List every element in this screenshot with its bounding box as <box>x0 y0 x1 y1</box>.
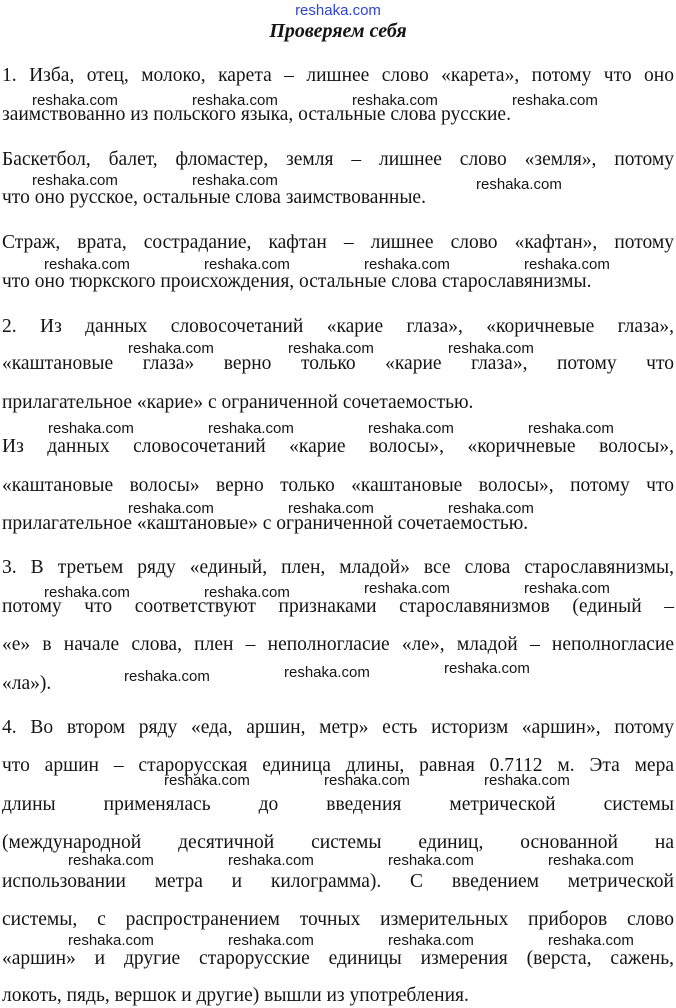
text-line: Страж, врата, сострадание, кафтан – лишнее слово «кафтан», потому <box>2 232 674 253</box>
page-title: Проверяем себя <box>269 20 407 42</box>
text-line: что аршин – старорусская единица длины, равная 0.7112 м. Эта мера <box>2 755 674 776</box>
watermark-text: reshaka.com <box>528 420 614 437</box>
text-line: 1. Изба, отец, молоко, карета – лишнее слово «карета», потому что оно <box>2 65 674 86</box>
text-line: что оно тюркского происхождения, остальные слова старославянизмы. <box>2 271 592 292</box>
text-line: Баскетбол, балет, фломастер, земля – лишнее слово «земля», потому <box>2 149 674 170</box>
text-line: 2. Из данных словосочетаний «карие глаза», «коричневые глаза», <box>2 316 674 337</box>
text-line: 4. Во втором ряду «еда, аршин, метр» есть историзм «аршин», потому <box>2 717 674 738</box>
text-line: «каштановые волосы» верно только «каштановые волосы», потому что <box>2 475 674 496</box>
watermark-text: reshaka.com <box>192 172 278 189</box>
watermark-text: reshaka.com <box>388 852 474 869</box>
text-line: использовании метра и килограмма). С введением метрической <box>2 871 674 892</box>
text-line: длины применялась до введения метрической системы <box>2 794 674 815</box>
text-line: «ла»). <box>2 673 52 694</box>
watermark-text: reshaka.com <box>388 932 474 949</box>
watermark-text: reshaka.com <box>324 772 410 789</box>
watermark-text: reshaka.com <box>128 340 214 357</box>
text-line: Из данных словосочетаний «карие волосы», «коричневые волосы», <box>2 436 674 457</box>
watermark-text: reshaka.com <box>512 92 598 109</box>
text-line: «аршин» и другие старорусские единицы измерения (верста, сажень, <box>2 948 674 969</box>
watermark-text: reshaka.com <box>548 852 634 869</box>
watermark-text: reshaka.com <box>208 420 294 437</box>
text-line: потому что соответствуют признаками старославянизмов (единый – <box>2 596 674 617</box>
watermark-text: reshaka.com <box>204 584 290 601</box>
text-line: прилагательное «каштановые» с ограниченной сочетаемостью. <box>2 513 529 534</box>
watermark-text: reshaka.com <box>44 584 130 601</box>
text-line: системы, с распространением точных измерительных приборов слово <box>2 909 674 930</box>
watermark-text: reshaka.com <box>524 256 610 273</box>
watermark-text: reshaka.com <box>352 92 438 109</box>
watermark-text: reshaka.com <box>484 772 570 789</box>
watermark-text: reshaka.com <box>32 92 118 109</box>
watermark-text: reshaka.com <box>448 340 534 357</box>
watermark-text: reshaka.com <box>548 932 634 949</box>
text-line: (международной десятичной системы единиц, основанной на <box>2 832 674 853</box>
watermark-text: reshaka.com <box>476 176 562 193</box>
watermark-text: reshaka.com <box>192 92 278 109</box>
watermark-text: reshaka.com <box>284 664 370 681</box>
watermark-text: reshaka.com <box>68 932 154 949</box>
text-line: 3. В третьем ряду «единый, плен, младой» все слова старославянизмы, <box>2 557 674 578</box>
watermark-text: reshaka.com <box>364 256 450 273</box>
watermark-text: reshaka.com <box>44 256 130 273</box>
text-line: локоть, пядь, вершок и другие) вышли из употребления. <box>2 985 469 1006</box>
site-brand-watermark: reshaka.com <box>295 2 381 19</box>
watermark-text: reshaka.com <box>448 500 534 517</box>
watermark-text: reshaka.com <box>124 668 210 685</box>
watermark-text: reshaka.com <box>524 580 610 597</box>
watermark-text: reshaka.com <box>128 500 214 517</box>
watermark-text: reshaka.com <box>32 172 118 189</box>
watermark-text: reshaka.com <box>368 420 454 437</box>
watermark-text: reshaka.com <box>228 932 314 949</box>
watermark-text: reshaka.com <box>228 852 314 869</box>
watermark-text: reshaka.com <box>68 852 154 869</box>
text-line: «каштановые глаза» верно только «карие глаза», потому что <box>2 353 674 374</box>
watermark-text: reshaka.com <box>288 500 374 517</box>
watermark-text: reshaka.com <box>164 772 250 789</box>
watermark-text: reshaka.com <box>288 340 374 357</box>
watermark-text: reshaka.com <box>364 580 450 597</box>
text-line: что оно русское, остальные слова заимствованные. <box>2 187 426 208</box>
text-line: «е» в начале слова, плен – неполногласие «ле», младой – неполногласие <box>2 634 674 655</box>
text-line: заимствованно из польского языка, остальные слова русские. <box>2 104 511 125</box>
watermark-text: reshaka.com <box>444 660 530 677</box>
watermark-text: reshaka.com <box>48 420 134 437</box>
text-line: прилагательное «карие» с ограниченной сочетаемостью. <box>2 392 474 413</box>
watermark-text: reshaka.com <box>204 256 290 273</box>
